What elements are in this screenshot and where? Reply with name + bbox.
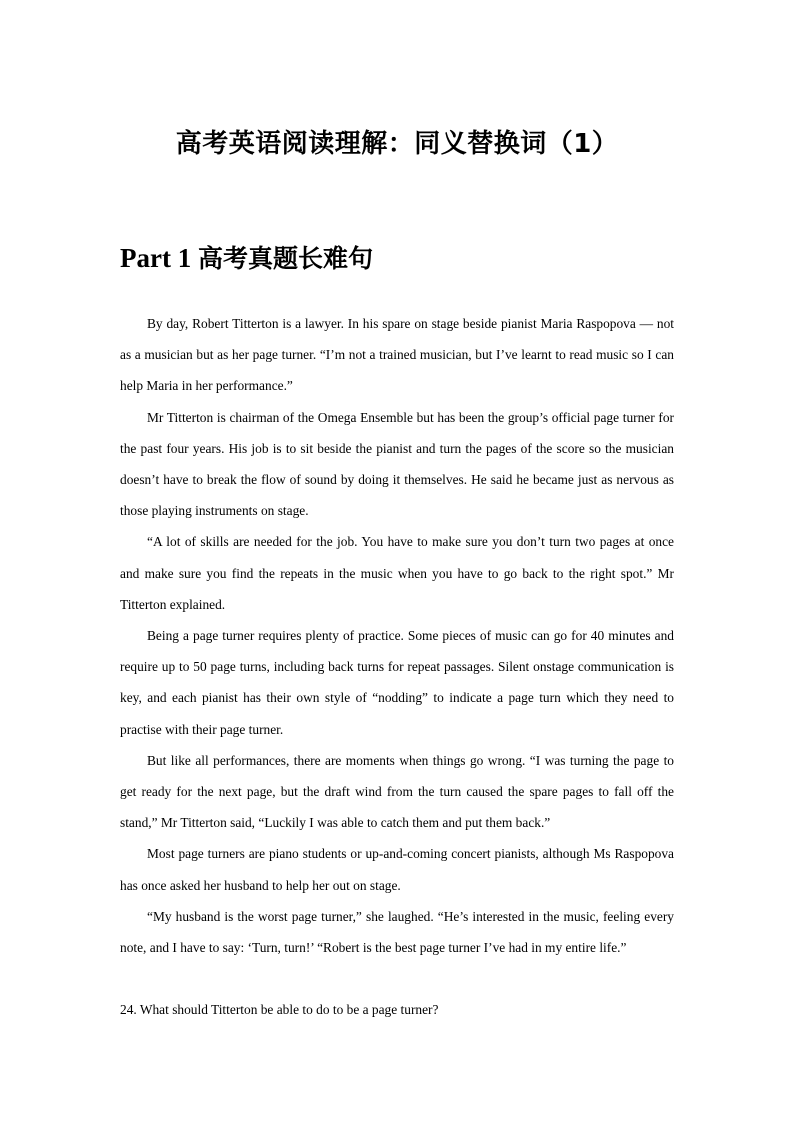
passage-paragraph: Being a page turner requires plenty of practice. Some pieces of music can go for 40 minutes and require up to 50 page turns, including back turns for repeat passages. Silent onstage communication is key, and each pianist has their own style of “nodding” to indicate a page turn which they need to practise with their page turner. [120,628,674,737]
passage-paragraph: But like all performances, there are moments when things go wrong. “I was turning the page to get ready for the next page, but the draft wind from the turn caused the spare pages to fall off the stand,” Mr Titterton said, “Luckily I was able to catch them and put them back.” [120,752,674,831]
passage-paragraph: By day, Robert Titterton is a lawyer. In his spare on stage beside pianist Maria Raspopova — not as a musician but as her page turner. “I’m not a trained musician, but I’ve learnt to read music so I can help Maria in her performance.” [120,316,674,394]
passage-paragraph: Mr Titterton is chairman of the Omega Ensemble but has been the group’s official page turner for the past four years. His job is to sit beside the pianist and turn the pages of the score so the musician doesn’t have to break the flow of sound by doing it themselves. He said he became just as nervous as those playing instruments on stage. [120,409,674,519]
section-heading [120,238,373,279]
reading-passage [120,308,674,963]
section-heading-text: 高考真题长难句 [197,244,373,273]
section-label: Part 1 [120,243,192,273]
question-24: 24. What should Titterton be able to do to be a page turner? [120,1002,439,1017]
passage-paragraph: “My husband is the worst page turner,” she laughed. “He’s interested in the music, feeling every note, and I have to say: ‘Turn, turn!’ “Robert is the best page turner I’ve had in my entire life.” [120,908,674,956]
page-title: 高考英语阅读理解：同义替换词（1） [175,129,619,159]
passage-paragraph: Most page turners are piano students or up-and-coming concert pianists, although Ms Raspopova has once asked her husband to help her out on stage. [120,846,674,893]
passage-paragraph: “A lot of skills are needed for the job. You have to make sure you don’t turn two pages at once and make sure you find the repeats in the music when you have to go back to the right spot.” Mr Titterton explained. [120,534,674,612]
